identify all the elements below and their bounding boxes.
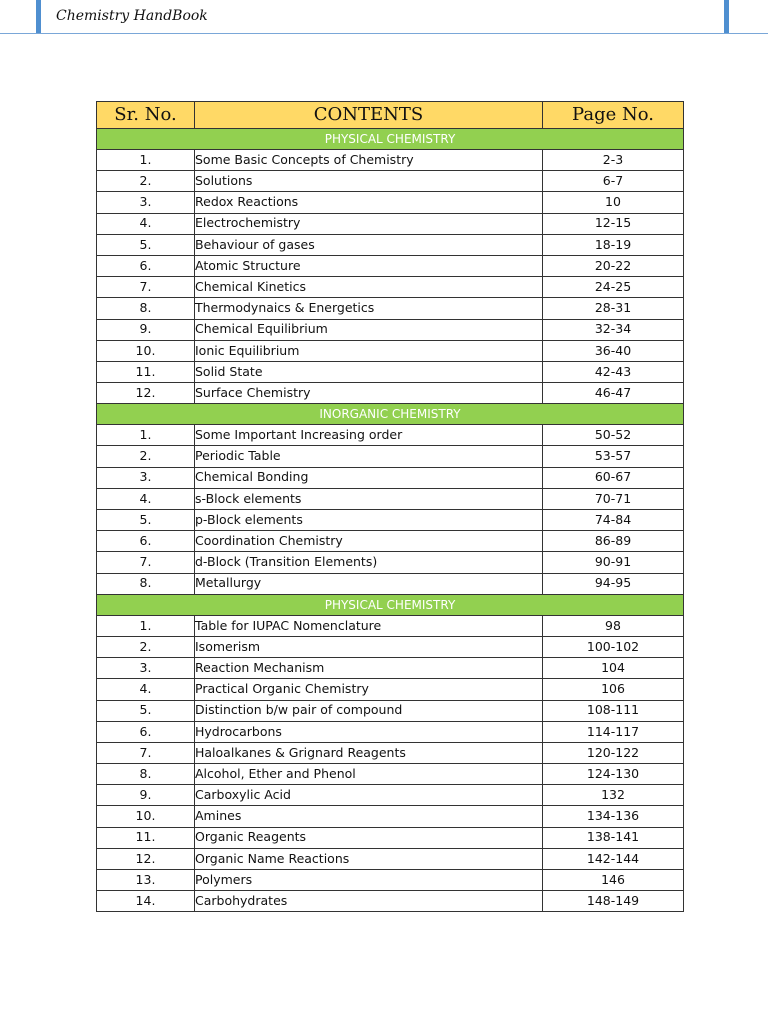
row-serial-number: 3. xyxy=(97,192,195,213)
row-topic: Haloalkanes & Grignard Reagents xyxy=(195,742,543,763)
row-topic: d-Block (Transition Elements) xyxy=(195,552,543,573)
table-row xyxy=(97,827,684,848)
row-serial-number: 12. xyxy=(97,848,195,869)
row-serial-number: 14. xyxy=(97,891,195,912)
table-row xyxy=(97,721,684,742)
row-serial-number: 8. xyxy=(97,573,195,594)
row-page-number: 148-149 xyxy=(543,891,684,912)
row-topic: Solid State xyxy=(195,361,543,382)
row-topic: p-Block elements xyxy=(195,510,543,531)
table-row xyxy=(97,510,684,531)
table-row xyxy=(97,213,684,234)
row-page-number: 124-130 xyxy=(543,764,684,785)
table-row xyxy=(97,361,684,382)
row-serial-number: 1. xyxy=(97,150,195,171)
row-topic: Organic Name Reactions xyxy=(195,848,543,869)
row-serial-number: 3. xyxy=(97,658,195,679)
row-topic: Carbohydrates xyxy=(195,891,543,912)
row-topic: Some Important Increasing order xyxy=(195,425,543,446)
row-serial-number: 11. xyxy=(97,361,195,382)
row-page-number: 50-52 xyxy=(543,425,684,446)
row-page-number: 32-34 xyxy=(543,319,684,340)
row-topic: Reaction Mechanism xyxy=(195,658,543,679)
document-title: Chemistry HandBook xyxy=(56,8,208,24)
table-header-row xyxy=(97,102,684,129)
row-serial-number: 8. xyxy=(97,764,195,785)
row-page-number: 70-71 xyxy=(543,488,684,509)
row-serial-number: 6. xyxy=(97,255,195,276)
row-topic: Hydrocarbons xyxy=(195,721,543,742)
row-page-number: 94-95 xyxy=(543,573,684,594)
table-row xyxy=(97,679,684,700)
table-row xyxy=(97,764,684,785)
row-topic: s-Block elements xyxy=(195,488,543,509)
section-title: PHYSICAL CHEMISTRY xyxy=(97,129,684,150)
table-row xyxy=(97,298,684,319)
table-row xyxy=(97,806,684,827)
row-page-number: 36-40 xyxy=(543,340,684,361)
row-serial-number: 11. xyxy=(97,827,195,848)
table-row xyxy=(97,552,684,573)
row-serial-number: 1. xyxy=(97,425,195,446)
row-topic: Some Basic Concepts of Chemistry xyxy=(195,150,543,171)
row-topic: Atomic Structure xyxy=(195,255,543,276)
row-serial-number: 6. xyxy=(97,531,195,552)
row-serial-number: 13. xyxy=(97,870,195,891)
row-page-number: 46-47 xyxy=(543,383,684,404)
row-topic: Thermodynaics & Energetics xyxy=(195,298,543,319)
column-header-sr-no: Sr. No. xyxy=(97,102,195,129)
header-rule xyxy=(0,33,768,34)
table-row xyxy=(97,531,684,552)
row-serial-number: 10. xyxy=(97,340,195,361)
table-row xyxy=(97,277,684,298)
row-topic: Chemical Kinetics xyxy=(195,277,543,298)
table-row xyxy=(97,573,684,594)
table-row xyxy=(97,340,684,361)
row-serial-number: 7. xyxy=(97,277,195,298)
section-row xyxy=(97,404,684,425)
row-page-number: 142-144 xyxy=(543,848,684,869)
row-topic: Carboxylic Acid xyxy=(195,785,543,806)
row-serial-number: 5. xyxy=(97,234,195,255)
row-page-number: 104 xyxy=(543,658,684,679)
table-row xyxy=(97,785,684,806)
table-row xyxy=(97,255,684,276)
row-serial-number: 1. xyxy=(97,615,195,636)
row-topic: Solutions xyxy=(195,171,543,192)
header-accent-bar-right xyxy=(724,0,729,34)
row-page-number: 6-7 xyxy=(543,171,684,192)
row-topic: Alcohol, Ether and Phenol xyxy=(195,764,543,785)
row-serial-number: 6. xyxy=(97,721,195,742)
table-row xyxy=(97,425,684,446)
table-row xyxy=(97,848,684,869)
row-topic: Surface Chemistry xyxy=(195,383,543,404)
table-row xyxy=(97,870,684,891)
row-page-number: 86-89 xyxy=(543,531,684,552)
section-title: INORGANIC CHEMISTRY xyxy=(97,404,684,425)
row-page-number: 108-111 xyxy=(543,700,684,721)
section-title: PHYSICAL CHEMISTRY xyxy=(97,594,684,615)
row-serial-number: 9. xyxy=(97,785,195,806)
row-page-number: 24-25 xyxy=(543,277,684,298)
row-page-number: 74-84 xyxy=(543,510,684,531)
row-page-number: 120-122 xyxy=(543,742,684,763)
table-body xyxy=(97,129,684,912)
row-page-number: 100-102 xyxy=(543,636,684,657)
row-topic: Electrochemistry xyxy=(195,213,543,234)
table-row xyxy=(97,467,684,488)
row-page-number: 132 xyxy=(543,785,684,806)
row-topic: Behaviour of gases xyxy=(195,234,543,255)
row-serial-number: 4. xyxy=(97,213,195,234)
column-header-page-no: Page No. xyxy=(543,102,684,129)
row-page-number: 12-15 xyxy=(543,213,684,234)
row-serial-number: 12. xyxy=(97,383,195,404)
row-page-number: 20-22 xyxy=(543,255,684,276)
row-page-number: 146 xyxy=(543,870,684,891)
row-serial-number: 2. xyxy=(97,446,195,467)
row-topic: Metallurgy xyxy=(195,573,543,594)
table-row xyxy=(97,891,684,912)
row-serial-number: 4. xyxy=(97,679,195,700)
row-serial-number: 10. xyxy=(97,806,195,827)
row-serial-number: 2. xyxy=(97,171,195,192)
row-page-number: 28-31 xyxy=(543,298,684,319)
row-serial-number: 8. xyxy=(97,298,195,319)
row-serial-number: 4. xyxy=(97,488,195,509)
row-page-number: 18-19 xyxy=(543,234,684,255)
row-page-number: 10 xyxy=(543,192,684,213)
row-topic: Distinction b/w pair of compound xyxy=(195,700,543,721)
row-topic: Amines xyxy=(195,806,543,827)
row-topic: Table for IUPAC Nomenclature xyxy=(195,615,543,636)
row-serial-number: 3. xyxy=(97,467,195,488)
row-serial-number: 9. xyxy=(97,319,195,340)
row-page-number: 114-117 xyxy=(543,721,684,742)
table-row xyxy=(97,171,684,192)
row-page-number: 90-91 xyxy=(543,552,684,573)
row-topic: Chemical Equilibrium xyxy=(195,319,543,340)
row-topic: Ionic Equilibrium xyxy=(195,340,543,361)
row-page-number: 106 xyxy=(543,679,684,700)
row-serial-number: 5. xyxy=(97,510,195,531)
row-serial-number: 5. xyxy=(97,700,195,721)
row-page-number: 134-136 xyxy=(543,806,684,827)
column-header-contents: CONTENTS xyxy=(195,102,543,129)
row-page-number: 60-67 xyxy=(543,467,684,488)
table-row xyxy=(97,319,684,340)
table-row xyxy=(97,150,684,171)
row-topic: Polymers xyxy=(195,870,543,891)
row-serial-number: 7. xyxy=(97,742,195,763)
row-serial-number: 7. xyxy=(97,552,195,573)
row-page-number: 42-43 xyxy=(543,361,684,382)
row-topic: Chemical Bonding xyxy=(195,467,543,488)
row-topic: Practical Organic Chemistry xyxy=(195,679,543,700)
section-row xyxy=(97,129,684,150)
table-row xyxy=(97,234,684,255)
header-accent-bar-left xyxy=(36,0,41,34)
row-serial-number: 2. xyxy=(97,636,195,657)
table-row xyxy=(97,615,684,636)
page-header xyxy=(0,0,768,36)
section-row xyxy=(97,594,684,615)
table-row xyxy=(97,446,684,467)
row-page-number: 98 xyxy=(543,615,684,636)
row-topic: Organic Reagents xyxy=(195,827,543,848)
table-row xyxy=(97,488,684,509)
row-topic: Isomerism xyxy=(195,636,543,657)
row-topic: Redox Reactions xyxy=(195,192,543,213)
row-topic: Periodic Table xyxy=(195,446,543,467)
row-topic: Coordination Chemistry xyxy=(195,531,543,552)
table-row xyxy=(97,636,684,657)
row-page-number: 138-141 xyxy=(543,827,684,848)
table-row xyxy=(97,658,684,679)
contents-table xyxy=(96,101,684,912)
table-row xyxy=(97,383,684,404)
table-row xyxy=(97,700,684,721)
row-page-number: 53-57 xyxy=(543,446,684,467)
table-row xyxy=(97,742,684,763)
table-row xyxy=(97,192,684,213)
row-page-number: 2-3 xyxy=(543,150,684,171)
